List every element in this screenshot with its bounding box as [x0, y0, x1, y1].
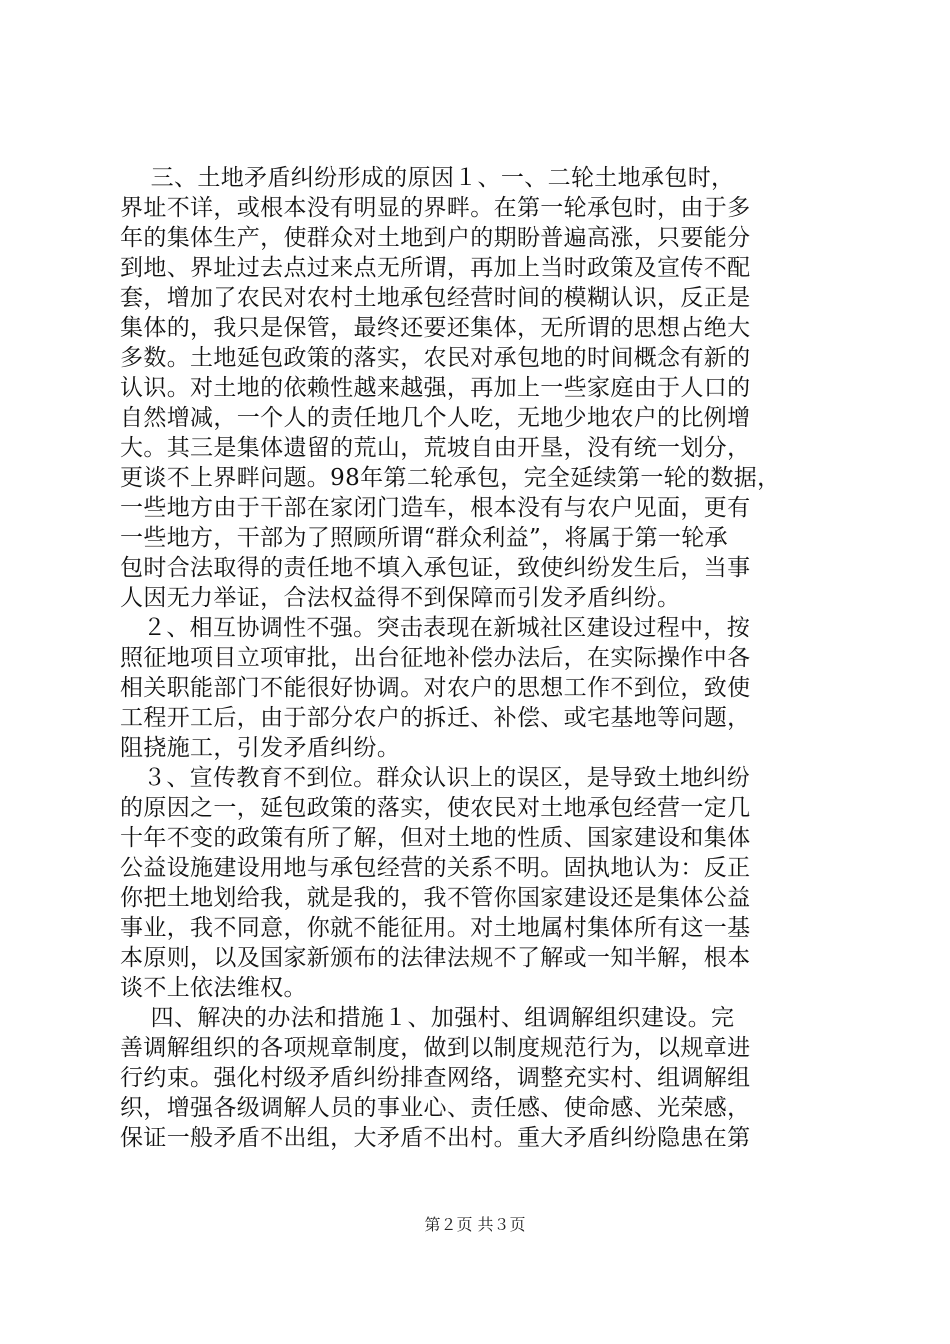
text-line: 善调解组织的各项规章制度，做到以制度规范行为，以规章进: [120, 1035, 751, 1061]
body-text: [120, 163, 840, 1153]
text-line: 到地、界址过去点过来点无所谓，再加上当时政策及宣传不配: [120, 255, 751, 281]
text-line: ３、宣传教育不到位。群众认识上的误区，是导致土地纠纷: [120, 765, 751, 791]
text-line: 年的集体生产，使群众对土地到户的期盼普遍高涨，只要能分: [120, 225, 751, 251]
text-line: 阻挠施工，引发矛盾纠纷。: [120, 735, 401, 761]
text-line: 界址不详，或根本没有明显的界畔。在第一轮承包时，由于多: [120, 195, 751, 221]
text-line: 十年不变的政策有所了解，但对土地的性质、国家建设和集体: [120, 825, 751, 851]
text-line: 相关职能部门不能很好协调。对农户的思想工作不到位，致使: [120, 675, 751, 701]
text-line: 认识。对土地的依赖性越来越强，再加上一些家庭由于人口的: [120, 375, 751, 401]
text-line: 你把土地划给我，就是我的，我不管你国家建设还是集体公益: [120, 885, 751, 911]
text-line: 大。其三是集体遗留的荒山，荒坡自由开垦，没有统一划分，: [120, 435, 751, 461]
text-line: 事业，我不同意，你就不能征用。对土地属村集体所有这一基: [120, 915, 751, 941]
text-line: 一些地方由于干部在家闭门造车，根本没有与农户见面，更有: [120, 495, 751, 521]
text-line: ２、相互协调性不强。突击表现在新城社区建设过程中，按: [120, 615, 751, 641]
text-line: 更谈不上界畔问题。98年第二轮承包，完全延续第一轮的数据，: [120, 465, 781, 491]
text-line: 集体的，我只是保管，最终还要还集体，无所谓的思想占绝大: [120, 315, 751, 341]
text-line: 的原因之一，延包政策的落实，使农民对土地承包经营一定几: [120, 795, 751, 821]
text-line: 自然增减，一个人的责任地几个人吃，无地少地农户的比例增: [120, 405, 751, 431]
text-line: 公益设施建设用地与承包经营的关系不明。固执地认为：反正: [120, 855, 751, 881]
text-line: 人因无力举证，合法权益得不到保障而引发矛盾纠纷。: [120, 585, 681, 611]
text-line: 照征地项目立项审批，出台征地补偿办法后，在实际操作中各: [120, 645, 751, 671]
page-footer: 第２页 共３页: [424, 1215, 526, 1234]
text-line: 织，增强各级调解人员的事业心、责任感、使命感、光荣感，: [120, 1095, 751, 1121]
text-line: 四、解决的办法和措施１、加强村、组调解组织建设。完: [120, 1005, 735, 1031]
text-line: 工程开工后，由于部分农户的拆迁、补偿、或宅基地等问题，: [120, 705, 751, 731]
text-line: 套，增加了农民对农村土地承包经营时间的模糊认识，反正是: [120, 285, 751, 311]
text-line: 包时合法取得的责任地不填入承包证，致使纠纷发生后，当事: [120, 555, 751, 581]
text-line: 谈不上依法维权。: [120, 975, 307, 1001]
text-line: 行约束。强化村级矛盾纠纷排查网络，调整充实村、组调解组: [120, 1065, 751, 1091]
text-line: 多数。土地延包政策的落实，农民对承包地的时间概念有新的: [120, 345, 751, 371]
text-line: 本原则，以及国家新颁布的法律法规不了解或一知半解，根本: [120, 945, 751, 971]
text-line: 保证一般矛盾不出组，大矛盾不出村。重大矛盾纠纷隐患在第: [120, 1125, 751, 1151]
text-line: 一些地方，干部为了照顾所谓“群众利益”，将属于第一轮承: [120, 525, 728, 551]
text-line: 三、土地矛盾纠纷形成的原因１、一、二轮土地承包时，: [120, 165, 735, 191]
